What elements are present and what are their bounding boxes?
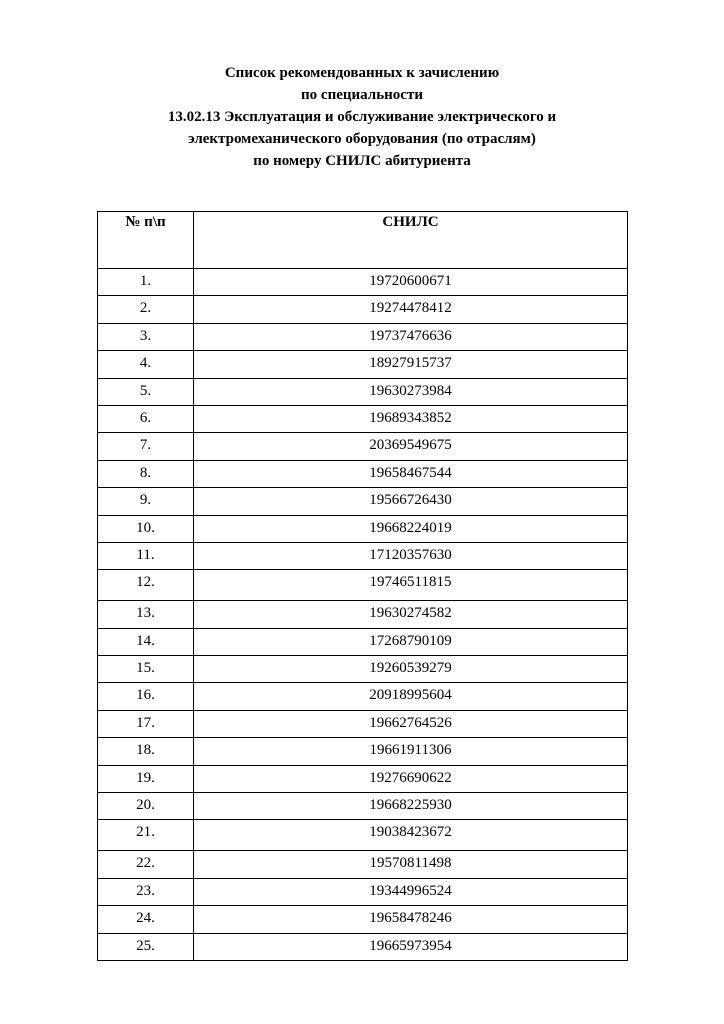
table-row (98, 878, 628, 905)
table-row (98, 323, 628, 350)
row-number: 24. (98, 906, 194, 933)
row-number: 5. (98, 378, 194, 405)
table-row (98, 378, 628, 405)
table-row (98, 820, 628, 851)
table-row (98, 933, 628, 960)
heading-specialty-label: по специальности (301, 87, 423, 103)
table-row (98, 269, 628, 296)
row-number: 10. (98, 515, 194, 542)
table-row (98, 628, 628, 655)
row-snils: 19720600671 (194, 269, 628, 296)
table-row (98, 710, 628, 737)
row-snils: 19662764526 (194, 710, 628, 737)
row-snils: 20369549675 (194, 433, 628, 460)
row-number: 25. (98, 933, 194, 960)
row-snils: 19038423672 (194, 820, 628, 851)
row-snils: 19665973954 (194, 933, 628, 960)
row-snils: 19344996524 (194, 878, 628, 905)
row-number: 12. (98, 570, 194, 601)
row-snils: 19630274582 (194, 601, 628, 628)
row-snils: 19737476636 (194, 323, 628, 350)
table-row (98, 793, 628, 820)
row-snils: 19566726430 (194, 488, 628, 515)
row-number: 2. (98, 296, 194, 323)
row-number: 15. (98, 656, 194, 683)
heading-specialty-code: 13.02.13 Эксплуатация и обслуживание электрического и (167, 109, 557, 125)
row-snils: 19274478412 (194, 296, 628, 323)
row-snils: 19276690622 (194, 765, 628, 792)
row-snils: 19260539279 (194, 656, 628, 683)
row-number: 16. (98, 683, 194, 710)
row-snils: 19689343852 (194, 405, 628, 432)
table-row (98, 542, 628, 569)
row-number: 13. (98, 601, 194, 628)
table-row (98, 656, 628, 683)
row-number: 4. (98, 351, 194, 378)
row-number: 8. (98, 460, 194, 487)
row-number: 9. (98, 488, 194, 515)
row-snils: 19658467544 (194, 460, 628, 487)
row-snils: 17268790109 (194, 628, 628, 655)
table-row (98, 683, 628, 710)
table-row (98, 296, 628, 323)
table-row (98, 738, 628, 765)
row-number: 22. (98, 851, 194, 878)
heading-specialty-name: электромеханического оборудования (по отраслям) (188, 131, 536, 147)
table-row (98, 765, 628, 792)
table-row (98, 851, 628, 878)
row-number: 6. (98, 405, 194, 432)
row-snils: 19668224019 (194, 515, 628, 542)
row-snils: 19746511815 (194, 570, 628, 601)
heading-title: Список рекомендованных к зачислению (224, 65, 500, 81)
row-snils: 17120357630 (194, 542, 628, 569)
row-number: 20. (98, 793, 194, 820)
table-row (98, 351, 628, 378)
row-snils: 20918995604 (194, 683, 628, 710)
row-number: 17. (98, 710, 194, 737)
row-number: 3. (98, 323, 194, 350)
row-number: 19. (98, 765, 194, 792)
row-snils: 19668225930 (194, 793, 628, 820)
row-number: 21. (98, 820, 194, 851)
table-row (98, 601, 628, 628)
snils-table (97, 211, 628, 961)
row-snils: 19658478246 (194, 906, 628, 933)
table-row (98, 906, 628, 933)
row-number: 14. (98, 628, 194, 655)
row-snils: 18927915737 (194, 351, 628, 378)
table-row (98, 405, 628, 432)
table-row (98, 515, 628, 542)
table-row (98, 460, 628, 487)
row-number: 1. (98, 269, 194, 296)
table-row (98, 488, 628, 515)
row-number: 23. (98, 878, 194, 905)
table-header-row (98, 212, 628, 269)
column-header-number: № п\п (98, 212, 194, 269)
column-header-snils: СНИЛС (194, 212, 628, 269)
document-heading (0, 62, 724, 172)
row-number: 18. (98, 738, 194, 765)
heading-subtitle: по номеру СНИЛС абитуриента (253, 153, 471, 169)
row-snils: 19570811498 (194, 851, 628, 878)
row-snils: 19630273984 (194, 378, 628, 405)
row-snils: 19661911306 (194, 738, 628, 765)
row-number: 11. (98, 542, 194, 569)
table-row (98, 433, 628, 460)
table-row (98, 570, 628, 601)
row-number: 7. (98, 433, 194, 460)
